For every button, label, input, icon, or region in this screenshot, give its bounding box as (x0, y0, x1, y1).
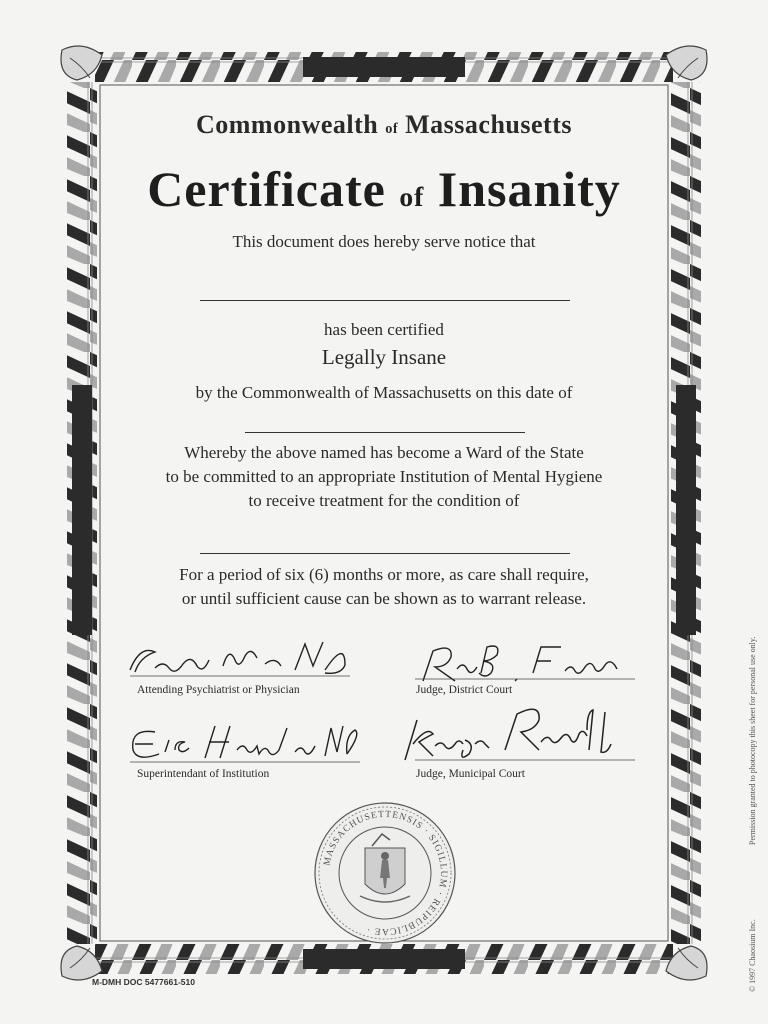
document-number: M-DMH DOC 5477661-510 (92, 977, 195, 987)
by-line-text: by the Commonwealth of Massachusetts on this date of (195, 383, 573, 402)
signature-municipal-judge (395, 700, 640, 768)
period-line-2: or until sufficient cause can be shown as to warrant release. (181, 589, 587, 608)
signature-district-judge (415, 643, 640, 687)
signature-label-superintendent: Superintendant of Institution (137, 768, 270, 780)
whereby-line-3: to receive treatment for the condition of (248, 491, 520, 510)
svg-text:MASSACHUSETTENSIS · SIGILLUM ·: MASSACHUSETTENSIS · SIGILLUM · REIPUBLICAE · (322, 809, 449, 937)
date-line (245, 432, 525, 433)
whereby-line-1: Whereby the above named has become a Ward of the State (184, 443, 584, 462)
certified-text: has been certified (324, 320, 444, 339)
of-connector: of (399, 181, 425, 212)
signature-label-psychiatrist: Attending Psychiatrist or Physician (137, 684, 300, 696)
signature-label-municipal-judge: Judge, Municipal Court (416, 768, 525, 780)
whereby-line-2: to be committed to an appropriate Institution of Mental Hygiene (165, 467, 603, 486)
certificate-title: Certificate of Insanity (147, 161, 621, 217)
signature-superintendent (125, 720, 365, 768)
status-text: Legally Insane (321, 345, 447, 369)
signature-label-district-judge: Judge, District Court (416, 684, 513, 696)
state-seal (312, 800, 458, 946)
signature-psychiatrist (125, 640, 355, 684)
state-heading: Commonwealth of Massachusetts (196, 110, 572, 139)
of-connector: of (385, 121, 399, 137)
notice-text: This document does hereby serve notice that (232, 232, 536, 251)
condition-line (200, 553, 570, 554)
permission-text: Permission granted to photocopy this sheet for personal use only. (748, 636, 757, 845)
name-line (200, 300, 570, 301)
period-line-1: For a period of six (6) months or more, as care shall require, (179, 565, 589, 584)
copyright-text: © 1997 Chaosium Inc. (748, 919, 757, 992)
